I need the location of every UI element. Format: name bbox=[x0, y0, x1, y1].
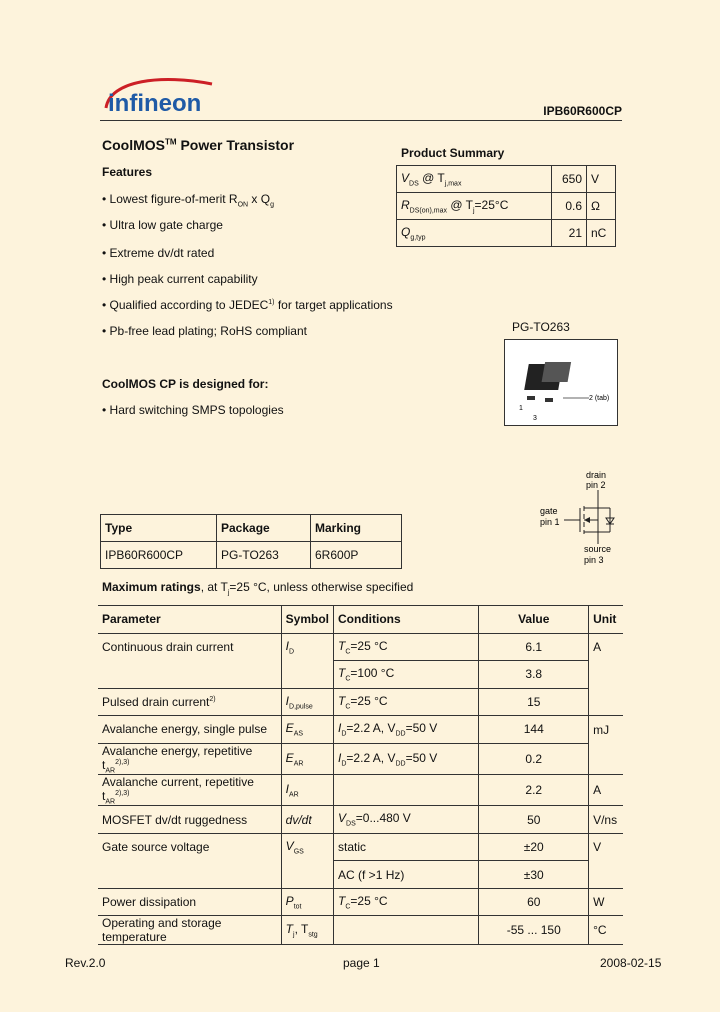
document-title: CoolMOS™ Power Transistor bbox=[102, 137, 295, 153]
designed-for-heading: CoolMOS CP is designed for: bbox=[102, 377, 269, 391]
feature-item: • Lowest figure-of-merit $R_{ON}$ x $Q_g$ bbox=[102, 192, 274, 209]
table-row: Pulsed drain current$^{2)}$ $I_{D,pulse}$ $T_C=25$ °C 15 bbox=[98, 688, 623, 716]
feature-item: • Ultra low gate charge bbox=[102, 218, 223, 232]
table-row: Avalanche energy, repetitive $t_{AR}^{2),3)}$ $E_{AR}$ $I_D=2.2$ A, $V_{DD}=50$ V 0.2 bbox=[98, 743, 623, 774]
infineon-logo bbox=[102, 76, 214, 120]
feature-item: • Pb-free lead plating; RoHS compliant bbox=[102, 324, 307, 338]
product-summary-heading: Product Summary bbox=[401, 146, 505, 160]
summary-row: $V_{DS}$ @ $T_{j,max}$ 650 V bbox=[397, 166, 616, 193]
svg-text:pin 1: pin 1 bbox=[540, 517, 560, 527]
type-table-row: IPB60R600CP PG-TO263 6R600P bbox=[101, 542, 402, 569]
svg-text:pin 2: pin 2 bbox=[586, 480, 606, 490]
header-divider bbox=[100, 120, 622, 121]
type-table bbox=[100, 514, 402, 569]
table-row: $T_C=100$ °C 3.8 bbox=[98, 661, 623, 689]
table-row: Gate source voltage $V_{GS}$ static ±20 V bbox=[98, 833, 623, 861]
feature-item: • Extreme dv/dt rated bbox=[102, 246, 215, 260]
max-ratings-table bbox=[98, 605, 623, 945]
table-row: MOSFET dv/dt ruggedness dv/dt $V_{DS}=0...480$ V 50 V/ns bbox=[98, 806, 623, 834]
package-image bbox=[504, 339, 618, 426]
footer-page: page 1 bbox=[343, 956, 380, 970]
part-number: IPB60R600CP bbox=[543, 104, 622, 118]
feature-item: • High peak current capability bbox=[102, 272, 258, 286]
features-heading: Features bbox=[102, 165, 153, 179]
package-label: PG-TO263 bbox=[512, 320, 570, 334]
designed-for-item: • Hard switching SMPS topologies bbox=[102, 403, 284, 417]
feature-item: • Qualified according to JEDEC$^{1)}$ for target applications bbox=[102, 298, 393, 312]
svg-text:2 (tab): 2 (tab) bbox=[589, 395, 610, 402]
table-row: Power dissipation $P_{tot}$ $T_C=25$ °C 60 W bbox=[98, 888, 623, 916]
svg-text:1: 1 bbox=[519, 405, 523, 412]
table-row: Operating and storage temperature $T_j$, $T_{stg}$ -55 ... 150 °C bbox=[98, 916, 623, 945]
max-ratings-heading: Maximum ratings, at $T_j=25$ °C, unless otherwise specified bbox=[102, 580, 414, 597]
table-row: Avalanche current, repetitive $t_{AR}^{2),3)}$ $I_{AR}$ 2.2 A bbox=[98, 774, 623, 805]
mosfet-symbol bbox=[536, 468, 626, 568]
logo-text: infineon bbox=[108, 90, 202, 117]
svg-text:pin 3: pin 3 bbox=[584, 555, 604, 565]
svg-text:3: 3 bbox=[533, 415, 537, 422]
footer-date: 2008-02-15 bbox=[600, 956, 662, 970]
table-row: Continuous drain current $I_D$ $T_C=25$ °C 6.1 A bbox=[98, 633, 623, 661]
footer-revision: Rev.2.0 bbox=[65, 956, 106, 970]
type-table-header: Type Package Marking bbox=[101, 515, 402, 542]
svg-text:source: source bbox=[584, 544, 612, 554]
svg-text:gate: gate bbox=[540, 506, 558, 516]
table-row: Avalanche energy, single pulse $E_{AS}$ $I_D=2.2$ A, $V_{DD}=50$ V 144 mJ bbox=[98, 716, 623, 744]
product-summary-table bbox=[396, 165, 616, 247]
summary-row: $Q_{g,typ}$ 21 nC bbox=[397, 220, 616, 247]
table-row: AC (f >1 Hz) ±30 bbox=[98, 861, 623, 889]
summary-row: $R_{DS(on),max}$ @ $T_j=25^\circ C$ 0.6 Ω bbox=[397, 193, 616, 220]
max-ratings-header: Parameter Symbol Conditions Value Unit bbox=[98, 606, 623, 634]
svg-text:drain: drain bbox=[586, 470, 607, 480]
